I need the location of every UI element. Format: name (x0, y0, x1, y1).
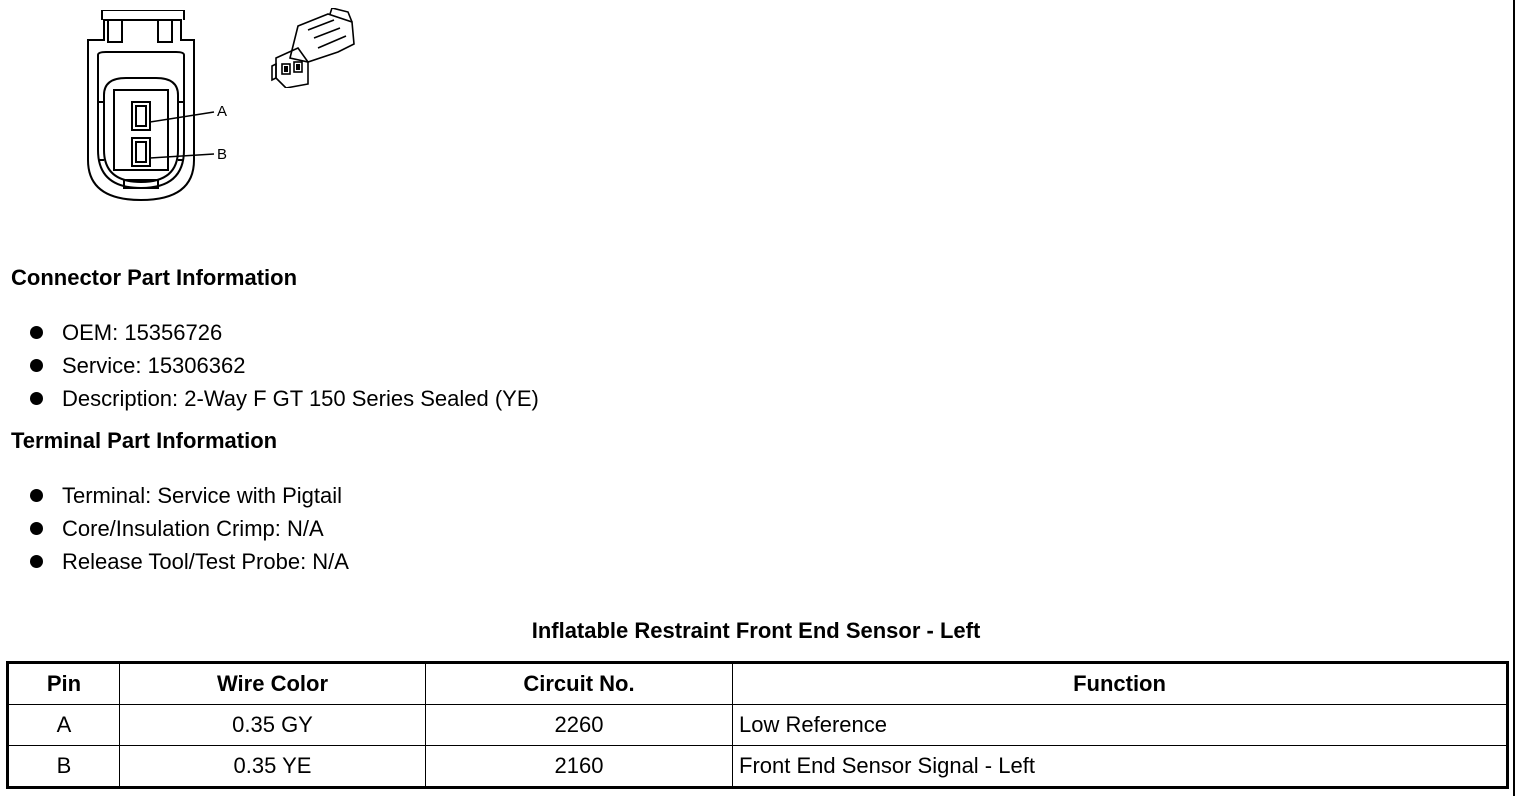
terminal-info-heading: Terminal Part Information (11, 428, 278, 453)
bullet-icon (30, 326, 43, 339)
table-row (8, 746, 1508, 788)
list-item (30, 349, 539, 382)
bullet-icon (30, 555, 43, 568)
list-item (30, 382, 539, 415)
pin-label-b: B (217, 146, 228, 163)
cell-circuit-no: 2260 (426, 705, 733, 746)
bullet-icon (30, 359, 43, 372)
cell-circuit-no: 2160 (426, 746, 733, 788)
list-item (30, 479, 349, 512)
bullet-icon (30, 489, 43, 502)
terminal-info-list (30, 479, 349, 578)
bullet-icon (30, 392, 43, 405)
pin-leader-lines (150, 100, 220, 170)
cell-wire-color: 0.35 YE (120, 746, 426, 788)
connector-info-list (30, 316, 539, 415)
pinout-table (6, 661, 1509, 789)
table-row (8, 705, 1508, 746)
header-function: Function (733, 663, 1508, 705)
terminal-release-tool: Release Tool/Test Probe: N/A (62, 549, 349, 574)
connector-oem: OEM: 15356726 (62, 320, 223, 345)
page-border-right (1513, 0, 1515, 796)
pinout-table-title: Inflatable Restraint Front End Sensor - Left (531, 618, 981, 643)
bullet-icon (30, 522, 43, 535)
header-pin: Pin (8, 663, 120, 705)
cell-pin: A (8, 705, 120, 746)
list-item (30, 512, 349, 545)
cell-wire-color: 0.35 GY (120, 705, 426, 746)
connector-service: Service: 15306362 (62, 353, 246, 378)
list-item (30, 545, 349, 578)
connector-isometric-drawing (268, 8, 363, 88)
cell-function: Low Reference (733, 705, 1508, 746)
pin-label-a: A (217, 103, 228, 120)
cell-function: Front End Sensor Signal - Left (733, 746, 1508, 788)
connector-info-heading: Connector Part Information (11, 265, 298, 290)
list-item (30, 316, 539, 349)
header-circuit-no: Circuit No. (426, 663, 733, 705)
table-header-row (8, 663, 1508, 705)
connector-description: Description: 2-Way F GT 150 Series Sealed (YE) (62, 386, 539, 411)
terminal-type: Terminal: Service with Pigtail (62, 483, 342, 508)
header-wire-color: Wire Color (120, 663, 426, 705)
cell-pin: B (8, 746, 120, 788)
terminal-crimp: Core/Insulation Crimp: N/A (62, 516, 324, 541)
